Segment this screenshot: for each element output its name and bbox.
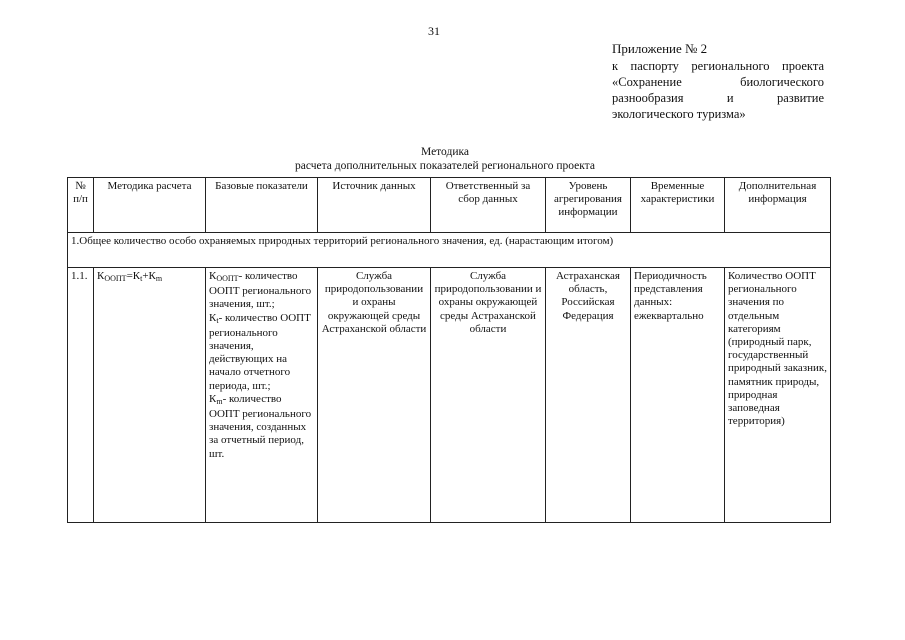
header-time: Временные характеристики	[631, 178, 725, 233]
section-title: 1.Общее количество особо охраняемых природных территорий регионального значения, ед. (нарастающим итогом)	[68, 233, 831, 268]
base-indicator-total: $К_{ООПТ}-$ количество ООПТ регионального значения, шт.;	[209, 270, 312, 311]
doc-title: Методика	[421, 146, 469, 158]
data-source-cell: Служба природопользовании и охраны окружающей среды Астраханской области	[318, 268, 431, 523]
appendix-body: к паспорту регионального проекта «Сохранение биологического разнообразия и развитие экологического туризма»	[612, 59, 824, 121]
header-level: Уровень агрегирования информации	[546, 178, 631, 233]
base-indicator-existing: $К_t-$ количество ООПТ регионального значения, действующих на начало отчетного периода, шт.;	[209, 311, 311, 392]
aggregation-level-cell: Астраханская область, Российская Федерация	[546, 268, 631, 523]
base-indicator-created: $К_m-$ количество ООПТ регионального значения, созданных за отчетный период, шт.	[209, 392, 312, 460]
responsible-cell: Служба природопользовании и охраны окружающей среды Астраханской области	[431, 268, 546, 523]
header-num: № п/п	[68, 178, 94, 233]
row-number: 1.1.	[68, 268, 94, 523]
time-characteristics-cell: Периодичность представления данных: ежеквартально	[631, 268, 725, 523]
doc-subtitle: расчета дополнительных показателей регионального проекта	[295, 160, 595, 172]
base-indicators-cell	[206, 268, 318, 523]
methodology-table	[67, 177, 831, 523]
header-method: Методика расчета	[94, 178, 206, 233]
header-responsible: Ответственный за сбор данных	[431, 178, 546, 233]
header-base: Базовые показатели	[206, 178, 318, 233]
table-row	[68, 268, 831, 523]
section-row	[68, 233, 831, 268]
header-source: Источник данных	[318, 178, 431, 233]
page-number: 31	[428, 24, 440, 38]
formula-cell: $К_{ООПТ}=К_t+К_m$	[94, 268, 206, 523]
table-header-row	[68, 178, 831, 233]
appendix-title: Приложение № 2	[612, 41, 708, 56]
appendix-block	[612, 41, 824, 122]
header-extra: Дополнительная информация	[725, 178, 831, 233]
additional-info-cell: Количество ООПТ регионального значения по отдельным категориям (природный парк, государственный природный заказник, памятник природы, природная заповедная территория)	[725, 268, 831, 523]
